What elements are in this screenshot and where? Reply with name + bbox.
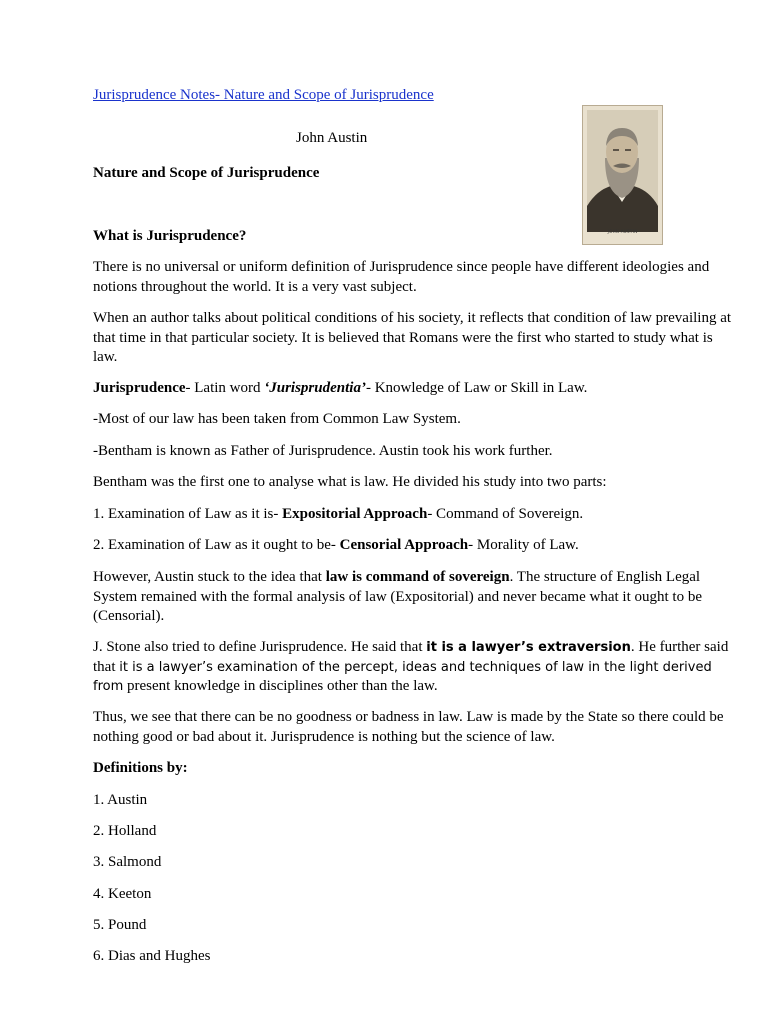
definition-item: 4. Keeton — [93, 886, 152, 902]
definition-item: 3. Salmond — [93, 854, 162, 870]
list-item-censorial: 2. Examination of Law as it ought to be- Censorial Approach- Morality of Law. — [93, 537, 579, 553]
paragraph-bentham-father: -Bentham is known as Father of Jurisprudence. Austin took his work further. — [93, 443, 553, 459]
heading-what-is: What is Jurisprudence? — [93, 228, 247, 244]
title-link[interactable]: Jurisprudence Notes- Nature and Scope of Jurisprudence — [93, 87, 434, 103]
paragraph-common-law: -Most of our law has been taken from Common Law System. — [93, 411, 461, 427]
heading-nature-scope: Nature and Scope of Jurisprudence — [93, 165, 320, 181]
portrait-caption: JOHN AUSTIN — [607, 228, 638, 234]
paragraph-bentham-parts: Bentham was the first one to analyse what is law. He divided his study into two parts: — [93, 474, 607, 490]
title-paragraph — [93, 86, 733, 106]
list-item-expositorial: 1. Examination of Law as it is- Expositorial Approach- Command of Sovereign. — [93, 506, 584, 522]
author-name: John Austin — [296, 130, 368, 146]
paragraph-science-of-law: Thus, we see that there can be no goodness or badness in law. Law is made by the State so there could be nothing good or bad about it. Jurisprudence is nothing but the science of law. — [93, 709, 724, 745]
definition-item: 1. Austin — [93, 792, 148, 808]
paragraph-political: When an author talks about political conditions of his society, it reflects that condition of law prevailing at that time in that particular society. It is believed that Romans were the first who started to study what is law. — [93, 310, 732, 365]
definition-item: 5. Pound — [93, 917, 147, 933]
definition-item: 2. Holland — [93, 823, 157, 839]
paragraph-austin-sovereign: However, Austin stuck to the idea that law is command of sovereign. The structure of English Legal System remained with the formal analysis of law (Expositorial) and never became what it ought to be (Censorial). — [93, 569, 702, 624]
definition-item: 6. Dias and Hughes — [93, 948, 211, 964]
paragraph-latin: Jurisprudence- Latin word ‘Jurisprudentia’- Knowledge of Law or Skill in Law. — [93, 380, 588, 396]
heading-definitions: Definitions by: — [93, 760, 188, 776]
paragraph-definition: There is no universal or uniform definition of Jurisprudence since people have different ideologies and notions throughout the world. It is a very vast subject. — [93, 259, 710, 295]
paragraph-stone: J. Stone also tried to define Jurisprudence. He said that it is a lawyer’s extraversion. He further said that it is a lawyer’s examination of the percept, ideas and techniques of law in the light derived from present knowledge in disciplines other than the law. — [93, 639, 729, 694]
